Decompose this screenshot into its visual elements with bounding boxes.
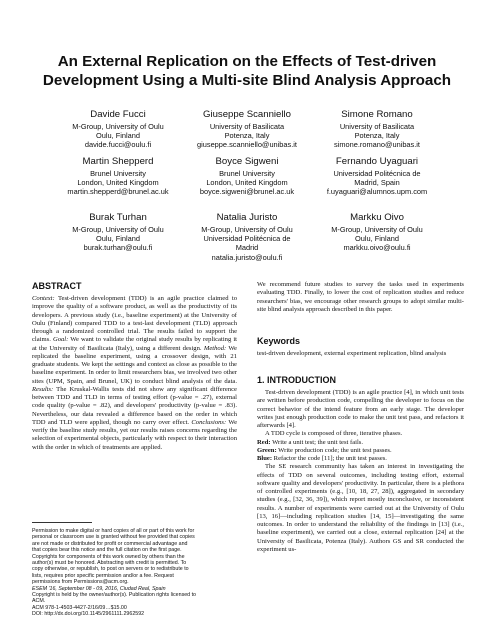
author-block: [172, 156, 322, 197]
author-affiliation: University of Basilicata: [339, 122, 415, 131]
intro-paragraph-2: A TDD cycle is composed of three, iterative phases.: [265, 430, 403, 438]
permission-line: copy otherwise, or republish, to post on servers or to redistribute to: [32, 566, 189, 573]
author-affiliation: M-Group, University of Oulu: [72, 225, 164, 234]
author-location: London, United Kingdom: [206, 178, 288, 188]
author-block: [302, 156, 452, 197]
author-block: [302, 212, 452, 253]
author-affiliation: Universidad Politécnica de: [333, 169, 421, 178]
author-email: markku.oivo@oulu.fi: [343, 243, 411, 253]
permission-notice: [32, 528, 237, 618]
author-affiliation: Brunel University: [219, 169, 275, 178]
tdd-red-phase: [257, 439, 464, 447]
isbn-line: ACM 978-1-4503-4427-2/16/09…$15.00: [32, 604, 127, 611]
author-location: Potenza, Italy: [354, 131, 400, 141]
abstract-results: The Kruskal-Wallis tests did not show any significant difference between TDD and TLD in terms of testing effort (p-value = .27), external code quality (p-value = .82), and developers' productivity (p-value = .83). Nevertheless, our data revealed a difference based on the order in which TDD and TLD were applied, though no carry over effect.: [32, 385, 237, 426]
abstract-context: Test-driven development (TDD) is an agile practice claimed to improve the quality of a software product, as well as the productivity of its developers. A previous study (i.e., baseline experiment) at the University of Oulu (Finland) compared TDD to a test-last development (TLD) approach through a randomized controlled trial. The results failed to support the claims.: [32, 295, 237, 344]
tdd-blue-phase: [257, 455, 464, 463]
author-email: giuseppe.scanniello@unibas.it: [197, 140, 297, 150]
conference-line: ESEM '16, September 08 - 09, 2016, Ciudad Real, Spain: [32, 585, 166, 592]
author-location: Oulu, Finland: [96, 234, 140, 244]
author-block: [172, 212, 322, 262]
abstract-continued: [257, 281, 464, 314]
author-location: Oulu, Finland: [355, 234, 399, 244]
abstract-goal-label: Goal:: [52, 336, 69, 344]
author-location: Oulu, Finland: [96, 131, 140, 141]
author-location: Madrid, Spain: [354, 178, 400, 188]
author-block: [302, 109, 452, 150]
abstract-goal: We want to validate the original study results by replicating it at the University of Basilicata (Italy), using a different design.: [32, 336, 237, 352]
permission-line: author(s) must be honored. Abstracting with credit is permitted. To: [32, 560, 187, 567]
copyright-line: ACM.: [32, 598, 46, 605]
tdd-green-phase: [257, 447, 464, 455]
author-affiliation: M-Group, University of Oulu: [331, 225, 423, 234]
green-label: Green:: [257, 446, 277, 454]
permission-line: Permission to make digital or hard copies of all or part of this work for: [32, 528, 195, 534]
author-block: [43, 156, 193, 197]
author-name: Burak Turhan: [89, 212, 147, 223]
introduction-heading: 1. INTRODUCTION: [257, 375, 337, 385]
author-name: Natalia Juristo: [216, 212, 278, 223]
author-email: boyce.sigweni@brunel.ac.uk: [199, 187, 295, 197]
footnote-divider: [32, 522, 92, 523]
author-name: Markku Oivo: [350, 212, 404, 223]
introduction-text: [257, 389, 464, 554]
permission-line: personal or classroom use is granted without fee provided that copies: [32, 534, 195, 541]
abstract-heading: ABSTRACT: [32, 281, 82, 291]
author-location: Madrid: [235, 243, 259, 253]
abstract-method-label: Method:: [203, 344, 227, 352]
abstract-continued-text: We recommend future studies to survey the tasks used in experiments evaluating TDD. Finally, to lower the cost of replication studies and reduce researchers' bias, we encourage other research groups to adopt similar multi-site blind analysis approach described in this paper.: [257, 281, 464, 313]
author-name: Fernando Uyaguari: [335, 156, 419, 167]
author-email: f.uyaguari@alumnos.upm.com: [326, 187, 428, 197]
author-affiliation-2: Universidad Politécnica de: [203, 234, 291, 244]
author-block: [172, 109, 322, 150]
paper-title: [30, 52, 464, 90]
permission-line: permissions from Permissions@acm.org.: [32, 579, 129, 586]
permission-line: are not made or distributed for profit or commercial advantage and: [32, 540, 188, 547]
author-affiliation: M-Group, University of Oulu: [72, 122, 164, 131]
green-text: Write production code; the unit test passes.: [276, 446, 392, 454]
permission-line: lists, requires prior specific permission and/or a fee. Request: [32, 572, 174, 579]
abstract-method: We replicated the baseline experiment, using a crossover design, with 21 graduate students. We kept the settings and context as close as possible to the baseline experiment. In order to limit researchers bias, we involved two other sites (UPM, Spain, and Brunel, UK) to conduct blind analysis of the data.: [32, 344, 237, 385]
keywords-block: [257, 350, 464, 358]
author-email: simone.romano@unibas.it: [334, 140, 420, 150]
author-block: [43, 109, 193, 150]
author-name: Giuseppe Scanniello: [202, 109, 291, 120]
intro-paragraph-1: Test-driven development (TDD) is an agile practice [4], in which unit tests are written before production code, compelling the developer to focus on the correct behavior of the intend feature from an early stage. The developer writes just enough production code to make the unit test pass, and refactors it afterwards [4].: [257, 389, 464, 429]
author-email: martin.shepperd@brunel.ac.uk: [67, 187, 169, 197]
blue-label: Blue:: [257, 455, 273, 462]
keywords-heading: Keywords: [257, 336, 301, 346]
permission-line: Copyrights for components of this work owned by others than the: [32, 553, 185, 560]
permission-line: that copies bear this notice and the full citation on the first page.: [32, 547, 182, 554]
red-label: Red:: [257, 438, 271, 446]
author-affiliation: Brunel University: [90, 169, 146, 178]
abstract-conclusions: We verify the baseline study results, yet our results raises concerns regarding the selection of experimental objects, particularly with respect to their interaction with the order in which of treatments are applied.: [32, 418, 237, 451]
abstract-results-label: Results:: [32, 385, 54, 393]
abstract-context-label: Context:: [32, 295, 55, 302]
abstract-text: [32, 295, 237, 452]
author-email: davide.fucci@oulu.fi: [84, 140, 152, 150]
author-name: Boyce Sigweni: [215, 156, 279, 167]
author-block: [43, 212, 193, 253]
abstract-conclusions-label: Conclusions:: [191, 418, 227, 426]
title-line-2: Development Using a Multi-site Blind Analysis Approach: [42, 72, 452, 89]
author-name: Martin Shepperd: [82, 156, 154, 167]
red-text: Write a unit test; the unit test fails.: [270, 438, 364, 446]
intro-paragraph-3: The SE research community has taken an interest in investigating the effects of TDD on several outcomes, including testing effort, external software quality and developers' productivity. In particular, there is a plethora of controlled experiments (e.g., [10, 18, 27, 28]), aggregated in secondary studies (e.g., [32, 36, 39]), which report mostly inconclusive, or inconsistent results. A number of experiments were carried out at the University of Oulu [13, 16]—including replication studies [14, 15]—investigating the same outcomes. In order to understand the reliability of the findings in [13] (i.e., baseline experiment), we carried out a close, external replication [24] at the University of Basilicata, Potenza (Italy). Authors GS and SR conducted the experiment us-: [257, 463, 464, 553]
author-email: burak.turhan@oulu.fi: [83, 243, 153, 253]
copyright-line: Copyright is held by the owner/author(s). Publication rights licensed to: [32, 592, 196, 599]
author-affiliation: University of Basilicata: [209, 122, 285, 131]
author-name: Simone Romano: [341, 109, 413, 120]
doi-line: DOI: http://dx.doi.org/10.1145/2961111.2962592: [32, 611, 145, 618]
blue-text: Refactor the code [11]; the unit test passes.: [272, 455, 387, 462]
author-location: Potenza, Italy: [224, 131, 270, 141]
author-email: natalia.juristo@oulu.fi: [211, 252, 283, 262]
title-line-1: An External Replication on the Effects of Test-driven: [57, 53, 437, 70]
keywords-text: test-driven development, external experiment replication, blind analysis: [257, 350, 447, 357]
author-name: Davide Fucci: [90, 109, 146, 120]
author-location: London, United Kingdom: [77, 178, 159, 188]
author-affiliation: M-Group, University of Oulu: [201, 225, 293, 234]
